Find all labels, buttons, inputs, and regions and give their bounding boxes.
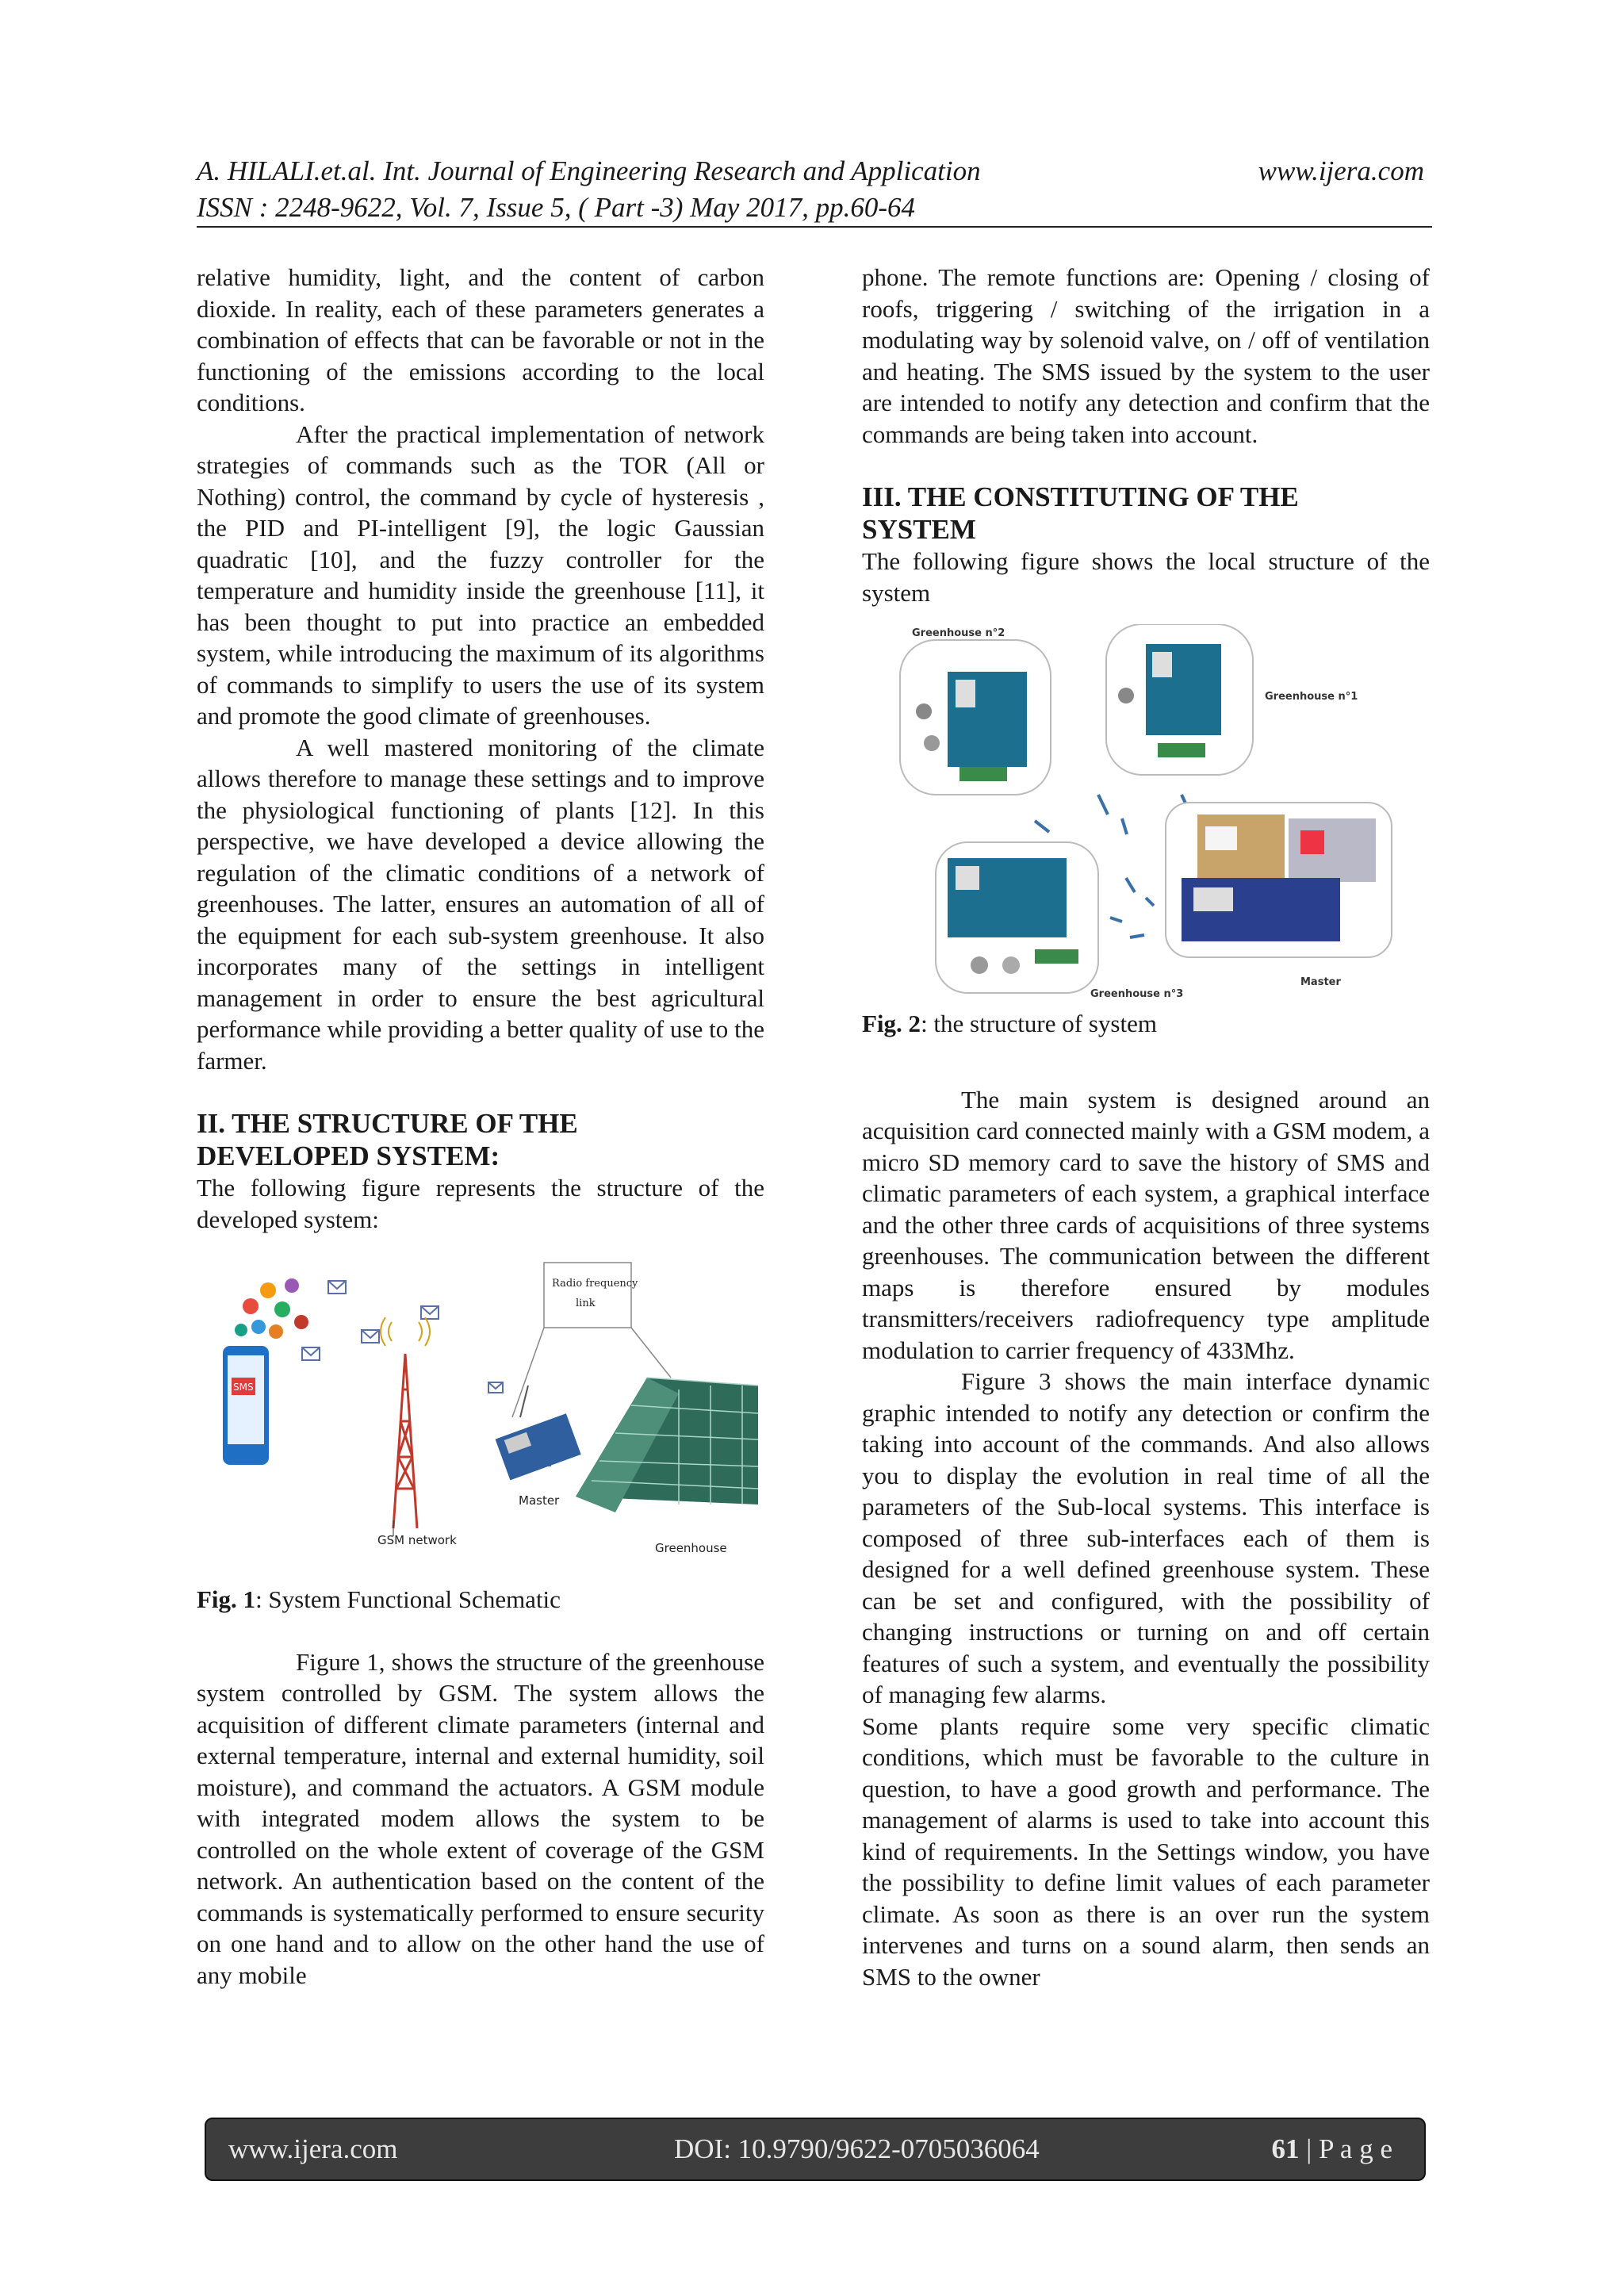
left-column	[197, 262, 764, 1991]
paragraph: A well mastered monitoring of the climate allows therefore to manage these settings and to improve the physiological functioning of plants [12]. In this perspective, we have developed a device allowing the regulation of the climatic conditions of a network of greenhouses. The latter, ensures an automation of all of the equipment for each sub-system greenhouse. It also incorporates many of the settings in intelligent management in order to ensure the best agricultural performance while providing a better quality of use to the farmer.	[197, 733, 764, 1075]
greenhouse-label: Greenhouse	[655, 1541, 727, 1555]
header-divider	[197, 226, 1432, 228]
master-node	[1166, 803, 1392, 957]
footer-website-link[interactable]: www.ijera.com	[228, 2133, 398, 2164]
master-label: Master	[1300, 976, 1341, 988]
figure-1-gsm-schematic	[203, 1259, 758, 1584]
footer-doi: DOI: 10.9790/9622-0705036064	[674, 2133, 1040, 2164]
page-footer	[205, 2118, 1426, 2181]
radio-link-callout	[544, 1263, 631, 1328]
footer-page	[1272, 2133, 1393, 2165]
page-number: 61	[1271, 2133, 1300, 2164]
section-heading-3	[862, 481, 1430, 546]
paragraph: phone. The remote functions are: Opening / closing of roofs, triggering / switching of the irrigation in a modulating way by solenoid valve, on / off of ventilation and heating. The SMS issued by the system to the user are intended to notify any detection and confirm that the commands are being taken into account.	[862, 263, 1430, 448]
gsm-network-label: GSM network	[377, 1533, 457, 1547]
paragraph: relative humidity, light, and the content of carbon dioxide. In reality, each of these parameters generates a combination of effects that can be favorable or not in the functioning of the emissions according to the local conditions.	[197, 263, 764, 416]
figure-1-caption	[197, 1584, 764, 1616]
paragraph: The main system is designed around an acquisition card connected mainly with a GSM modem, a micro SD memory card to save the history of SMS and climatic parameters of each system, a graphical interface and the other three cards of acquisitions of three systems greenhouses. The communication between the different maps is therefore ensured by modules transmitters/receivers radiofrequency type amplitude modulation to carrier frequency of 433Mhz.	[862, 1085, 1430, 1364]
header-issn: ISSN : 2248-9622, Vol. 7, Issue 5, ( Part -3) May 2017, pp.60-64	[197, 192, 916, 223]
greenhouse-3-label: Greenhouse n°3	[1090, 988, 1184, 997]
greenhouse-2-label: Greenhouse n°2	[912, 627, 1005, 639]
section-heading-2	[197, 1107, 764, 1172]
figure-caption-text: : the structure of system	[921, 1010, 1157, 1037]
figure-caption-text: : System Functional Schematic	[255, 1585, 561, 1613]
paragraph: Some plants require some very specific climatic conditions, which must be favorable to the culture in question, to have a good growth and performance. The management of alarms is used to take into account this kind of requirements. In the Settings window, you have the possibility to define limit values of each parameter climate. As soon as there is an over run the system intervenes and turns on a sound alarm, then sends an SMS to the owner	[862, 1711, 1430, 1991]
greenhouse-2-node	[900, 640, 1051, 795]
master-board-icon	[496, 1386, 581, 1480]
radio-label-link: link	[576, 1297, 596, 1309]
radio-label: Radio frequency	[552, 1278, 638, 1290]
greenhouse-3-node	[936, 842, 1098, 993]
section-heading-line: II. THE STRUCTURE OF THE	[197, 1108, 578, 1139]
paragraph: After the practical implementation of network strategies of commands such as the TOR (All or Nothing) control, the command by cycle of hysteresis , the PID and PI-intelligent [9], the logic Gaussian quadratic [10], and the fuzzy controller for the temperature and humidity inside the greenhouse [11], it has been thought to put into practice an embedded system, while introducing the maximum of its algorithms of commands to simplify to users the use of its system and promote the good climate of greenhouses.	[197, 420, 764, 730]
figure-2-system-structure	[892, 624, 1400, 997]
greenhouse-1-label: Greenhouse n°1	[1265, 691, 1358, 703]
right-column	[862, 262, 1430, 1992]
header-journal: A. HILALI.et.al. Int. Journal of Engineering Research and Application	[197, 155, 981, 186]
paragraph: The following figure shows the local structure of the system	[862, 547, 1430, 607]
figure-2-caption	[862, 1008, 1430, 1040]
section-heading-line: DEVELOPED SYSTEM:	[197, 1140, 500, 1171]
paragraph: The following figure represents the structure of the developed system:	[197, 1174, 764, 1233]
gsm-tower-icon	[393, 1354, 417, 1528]
section-heading-line: SYSTEM	[862, 514, 976, 545]
master-label: Master	[519, 1493, 560, 1508]
page-label: | P a g e	[1299, 2133, 1392, 2164]
greenhouse-1-node	[1106, 624, 1253, 775]
section-heading-line: III. THE CONSTITUTING OF THE	[862, 481, 1299, 512]
running-header	[197, 153, 1424, 226]
greenhouse-image	[576, 1378, 758, 1512]
header-website-link[interactable]: www.ijera.com	[1258, 155, 1424, 186]
signal-waves-icon	[381, 1317, 430, 1346]
paragraph: Figure 1, shows the structure of the greenhouse system controlled by GSM. The system allows the acquisition of different climate parameters (internal and external temperature, internal and external humidity, soil moisture), and command the actuators. A GSM module with integrated modem allows the system to be controlled on the whole extent of coverage of the GSM network. An authentication based on the content of the commands is systematically performed to ensure security on one hand and to allow on the other hand the use of any mobile	[197, 1647, 764, 1989]
notification-icons-cluster	[235, 1278, 308, 1339]
figure-label: Fig. 1	[197, 1585, 256, 1613]
figure-label: Fig. 2	[862, 1010, 921, 1037]
paragraph: Figure 3 shows the main interface dynamic graphic intended to notify any detection or confirm the taking into account of the commands. And also allows you to display the evolution in real time of all the parameters of the Sub-local systems. This interface is composed of three sub-interfaces each of them is designed for a well defined greenhouse system. These can be set and configured, with the possibility of changing instructions or turning on and off certain features of such a system, and eventually the possibility of managing few alarms.	[862, 1367, 1430, 1708]
sms-label: SMS	[233, 1382, 254, 1393]
